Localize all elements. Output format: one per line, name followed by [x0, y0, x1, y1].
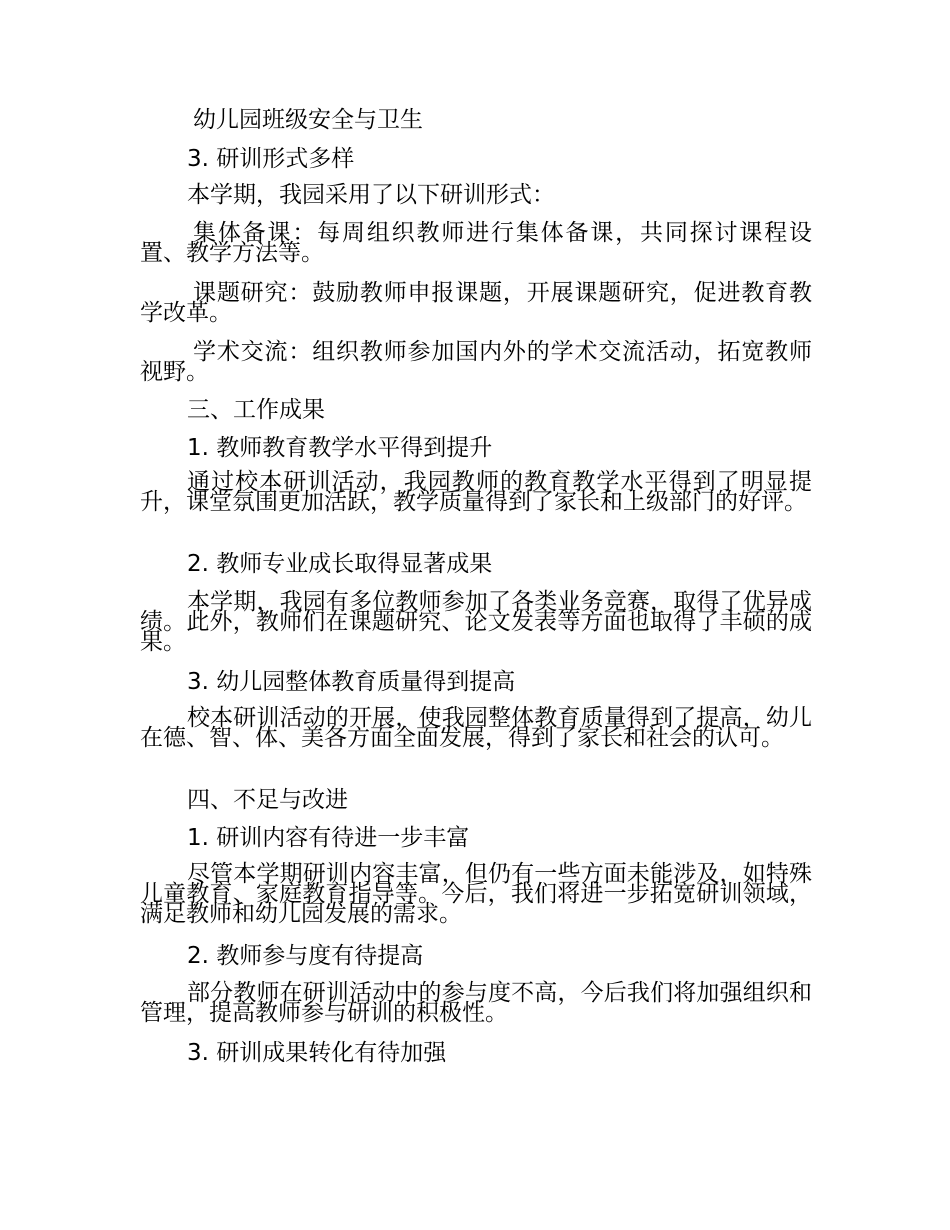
paragraph: 集体备课：每周组织教师进行集体备课，共同探讨课程设置、教学方法等。: [140, 220, 812, 266]
paragraph: 校本研训活动的开展，使我园整体教育质量得到了提高，幼儿在德、智、体、美各方面全面发展，得到了家长和社会的认可。: [140, 705, 812, 751]
paragraph: 学术交流：组织教师参加国内外的学术交流活动，拓宽教师视野。: [140, 339, 812, 385]
paragraph: 课题研究：鼓励教师申报课题，开展课题研究，促进教育教学改革。: [140, 280, 812, 326]
paragraph: 尽管本学期研训内容丰富，但仍有一些方面未能涉及，如特殊儿童教育、家庭教育指导等。今后，我们将进一步拓宽研训领域，满足教师和幼儿园发展的需求。: [140, 861, 812, 927]
subsection-heading: 3. 研训成果转化有待加强: [187, 1040, 447, 1066]
subsection-heading: 1. 研训内容有待进一步丰富: [187, 825, 470, 851]
subsection-heading: 3. 研训形式多样: [187, 146, 355, 172]
paragraph: 部分教师在研训活动中的参与度不高，今后我们将加强组织和管理，提高教师参与研训的积极性。: [140, 980, 812, 1026]
subsection-heading: 2. 教师专业成长取得显著成果: [187, 551, 493, 577]
section-heading: 三、工作成果: [187, 397, 325, 423]
list-item-text: 幼儿园班级安全与卫生: [193, 107, 423, 133]
paragraph: 本学期，我园有多位教师参加了各类业务竞赛，取得了优异成绩。此外，教师们在课题研究、论文发表等方面也取得了丰硕的成果。: [140, 589, 812, 655]
subsection-heading: 1. 教师教育教学水平得到提升: [187, 435, 493, 461]
subsection-heading: 2. 教师参与度有待提高: [187, 943, 424, 969]
body-text: 本学期，我园采用了以下研训形式：: [187, 182, 555, 208]
paragraph: 通过校本研训活动，我园教师的教育教学水平得到了明显提升，课堂氛围更加活跃，教学质量得到了家长和上级部门的好评。: [140, 469, 812, 515]
subsection-heading: 3. 幼儿园整体教育质量得到提高: [187, 669, 516, 695]
section-heading: 四、不足与改进: [187, 787, 348, 813]
